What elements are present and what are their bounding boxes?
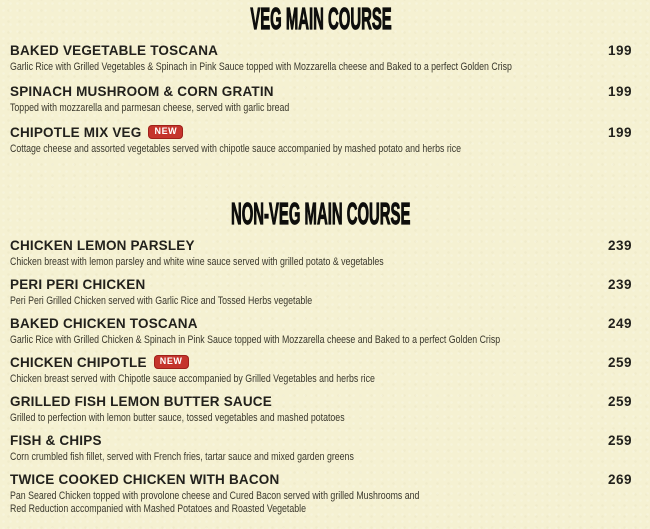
- item-price: 199: [607, 84, 632, 99]
- item-name-text: GRILLED FISH LEMON BUTTER SAUCE: [10, 394, 272, 409]
- item-price: 259: [607, 394, 632, 409]
- item-name: [10, 84, 274, 100]
- item-description: [10, 295, 632, 308]
- item-price: 199: [607, 125, 632, 140]
- item-description: [10, 334, 632, 347]
- item-description-line: Pan Seared Chicken topped with provolone cheese and Cured Bacon served with grilled Mushrooms and: [10, 490, 420, 502]
- section-title-text: VEG MAIN COURSE: [250, 2, 392, 37]
- item-name: [10, 316, 198, 332]
- menu-item-header: [10, 316, 632, 332]
- item-name-text: FISH & CHIPS: [10, 433, 102, 448]
- item-price: 249: [607, 316, 632, 331]
- item-description: [10, 143, 632, 156]
- item-name-text: SPINACH MUSHROOM & CORN GRATIN: [10, 84, 274, 99]
- item-name-text: TWICE COOKED CHICKEN WITH BACON: [10, 472, 280, 487]
- menu-item: [10, 316, 632, 347]
- new-badge: NEW: [154, 355, 189, 370]
- menu-item-header: [10, 277, 632, 293]
- menu-section: [10, 197, 632, 516]
- section-title: [10, 2, 632, 37]
- item-description-line: Garlic Rice with Grilled Chicken & Spinach in Pink Sauce topped with Mozzarella cheese and Baked to a perfect Golden Crisp: [10, 334, 501, 346]
- menu-item-header: [10, 125, 632, 141]
- item-name: [10, 433, 102, 449]
- item-description: [10, 256, 632, 269]
- menu-item-header: [10, 43, 632, 59]
- item-description-line: Corn crumbled fish fillet, served with French fries, tartar sauce and mixed garden greens: [10, 451, 354, 463]
- item-price: 259: [607, 355, 632, 370]
- item-description: [10, 373, 632, 386]
- item-description-line: Chicken breast with lemon parsley and white wine sauce served with grilled potato & vegetables: [10, 256, 384, 268]
- item-name: [10, 277, 145, 293]
- item-name: [10, 394, 272, 410]
- item-price: 259: [607, 433, 632, 448]
- item-name-text: BAKED VEGETABLE TOSCANA: [10, 43, 219, 58]
- item-price: 199: [607, 43, 632, 58]
- section-title: [10, 197, 632, 232]
- item-name: [10, 238, 195, 254]
- item-name: [10, 355, 189, 371]
- menu-item: [10, 472, 632, 516]
- item-description-line: Chicken breast served with Chipotle sauce accompanied by Grilled Vegetables and herbs rice: [10, 373, 375, 385]
- item-name: [10, 472, 279, 488]
- menu-item: [10, 125, 632, 156]
- menu-item-header: [10, 238, 632, 254]
- menu-item: [10, 43, 632, 74]
- menu-item: [10, 433, 632, 464]
- item-name-text: PERI PERI CHICKEN: [10, 277, 146, 292]
- item-name: [10, 125, 183, 141]
- item-description-line: Cottage cheese and assorted vegetables served with chipotle sauce accompanied by mashed potato and herbs rice: [10, 143, 462, 155]
- new-badge: NEW: [148, 125, 183, 140]
- item-price: 269: [607, 472, 632, 487]
- menu-item-header: [10, 394, 632, 410]
- menu-item: [10, 84, 632, 115]
- item-name-text: CHIPOTLE MIX VEG: [10, 125, 142, 140]
- menu-item-header: [10, 355, 632, 371]
- menu-item-header: [10, 472, 632, 488]
- item-description: [10, 61, 632, 74]
- item-description: [10, 490, 632, 516]
- item-description-line: Red Reduction accompanied with Mashed Potatoes and Roasted Vegetable: [10, 503, 306, 515]
- item-name-text: CHICKEN CHIPOTLE: [10, 355, 147, 370]
- item-name: [10, 43, 218, 59]
- menu-item: [10, 277, 632, 308]
- item-description-line: Garlic Rice with Grilled Vegetables & Spinach in Pink Sauce topped with Mozzarella cheese and Baked to a perfect Golden Crisp: [10, 61, 512, 73]
- menu-item: [10, 394, 632, 425]
- item-description: [10, 412, 632, 425]
- item-name-text: BAKED CHICKEN TOSCANA: [10, 316, 198, 331]
- item-price: 239: [607, 277, 632, 292]
- section-title-text: NON-VEG MAIN COURSE: [231, 197, 411, 232]
- item-description: [10, 451, 632, 464]
- menu-section: [10, 2, 632, 156]
- item-description-line: Topped with mozzarella and parmesan cheese, served with garlic bread: [10, 102, 290, 114]
- menu-item: [10, 238, 632, 269]
- item-description-line: Grilled to perfection with lemon butter sauce, tossed vegetables and mashed potatoes: [10, 412, 345, 424]
- item-price: 239: [607, 238, 632, 253]
- item-description-line: Peri Peri Grilled Chicken served with Garlic Rice and Tossed Herbs vegetable: [10, 295, 313, 307]
- item-description: [10, 102, 632, 115]
- menu-item: [10, 355, 632, 386]
- menu-item-header: [10, 84, 632, 100]
- menu-item-header: [10, 433, 632, 449]
- item-name-text: CHICKEN LEMON PARSLEY: [10, 238, 195, 253]
